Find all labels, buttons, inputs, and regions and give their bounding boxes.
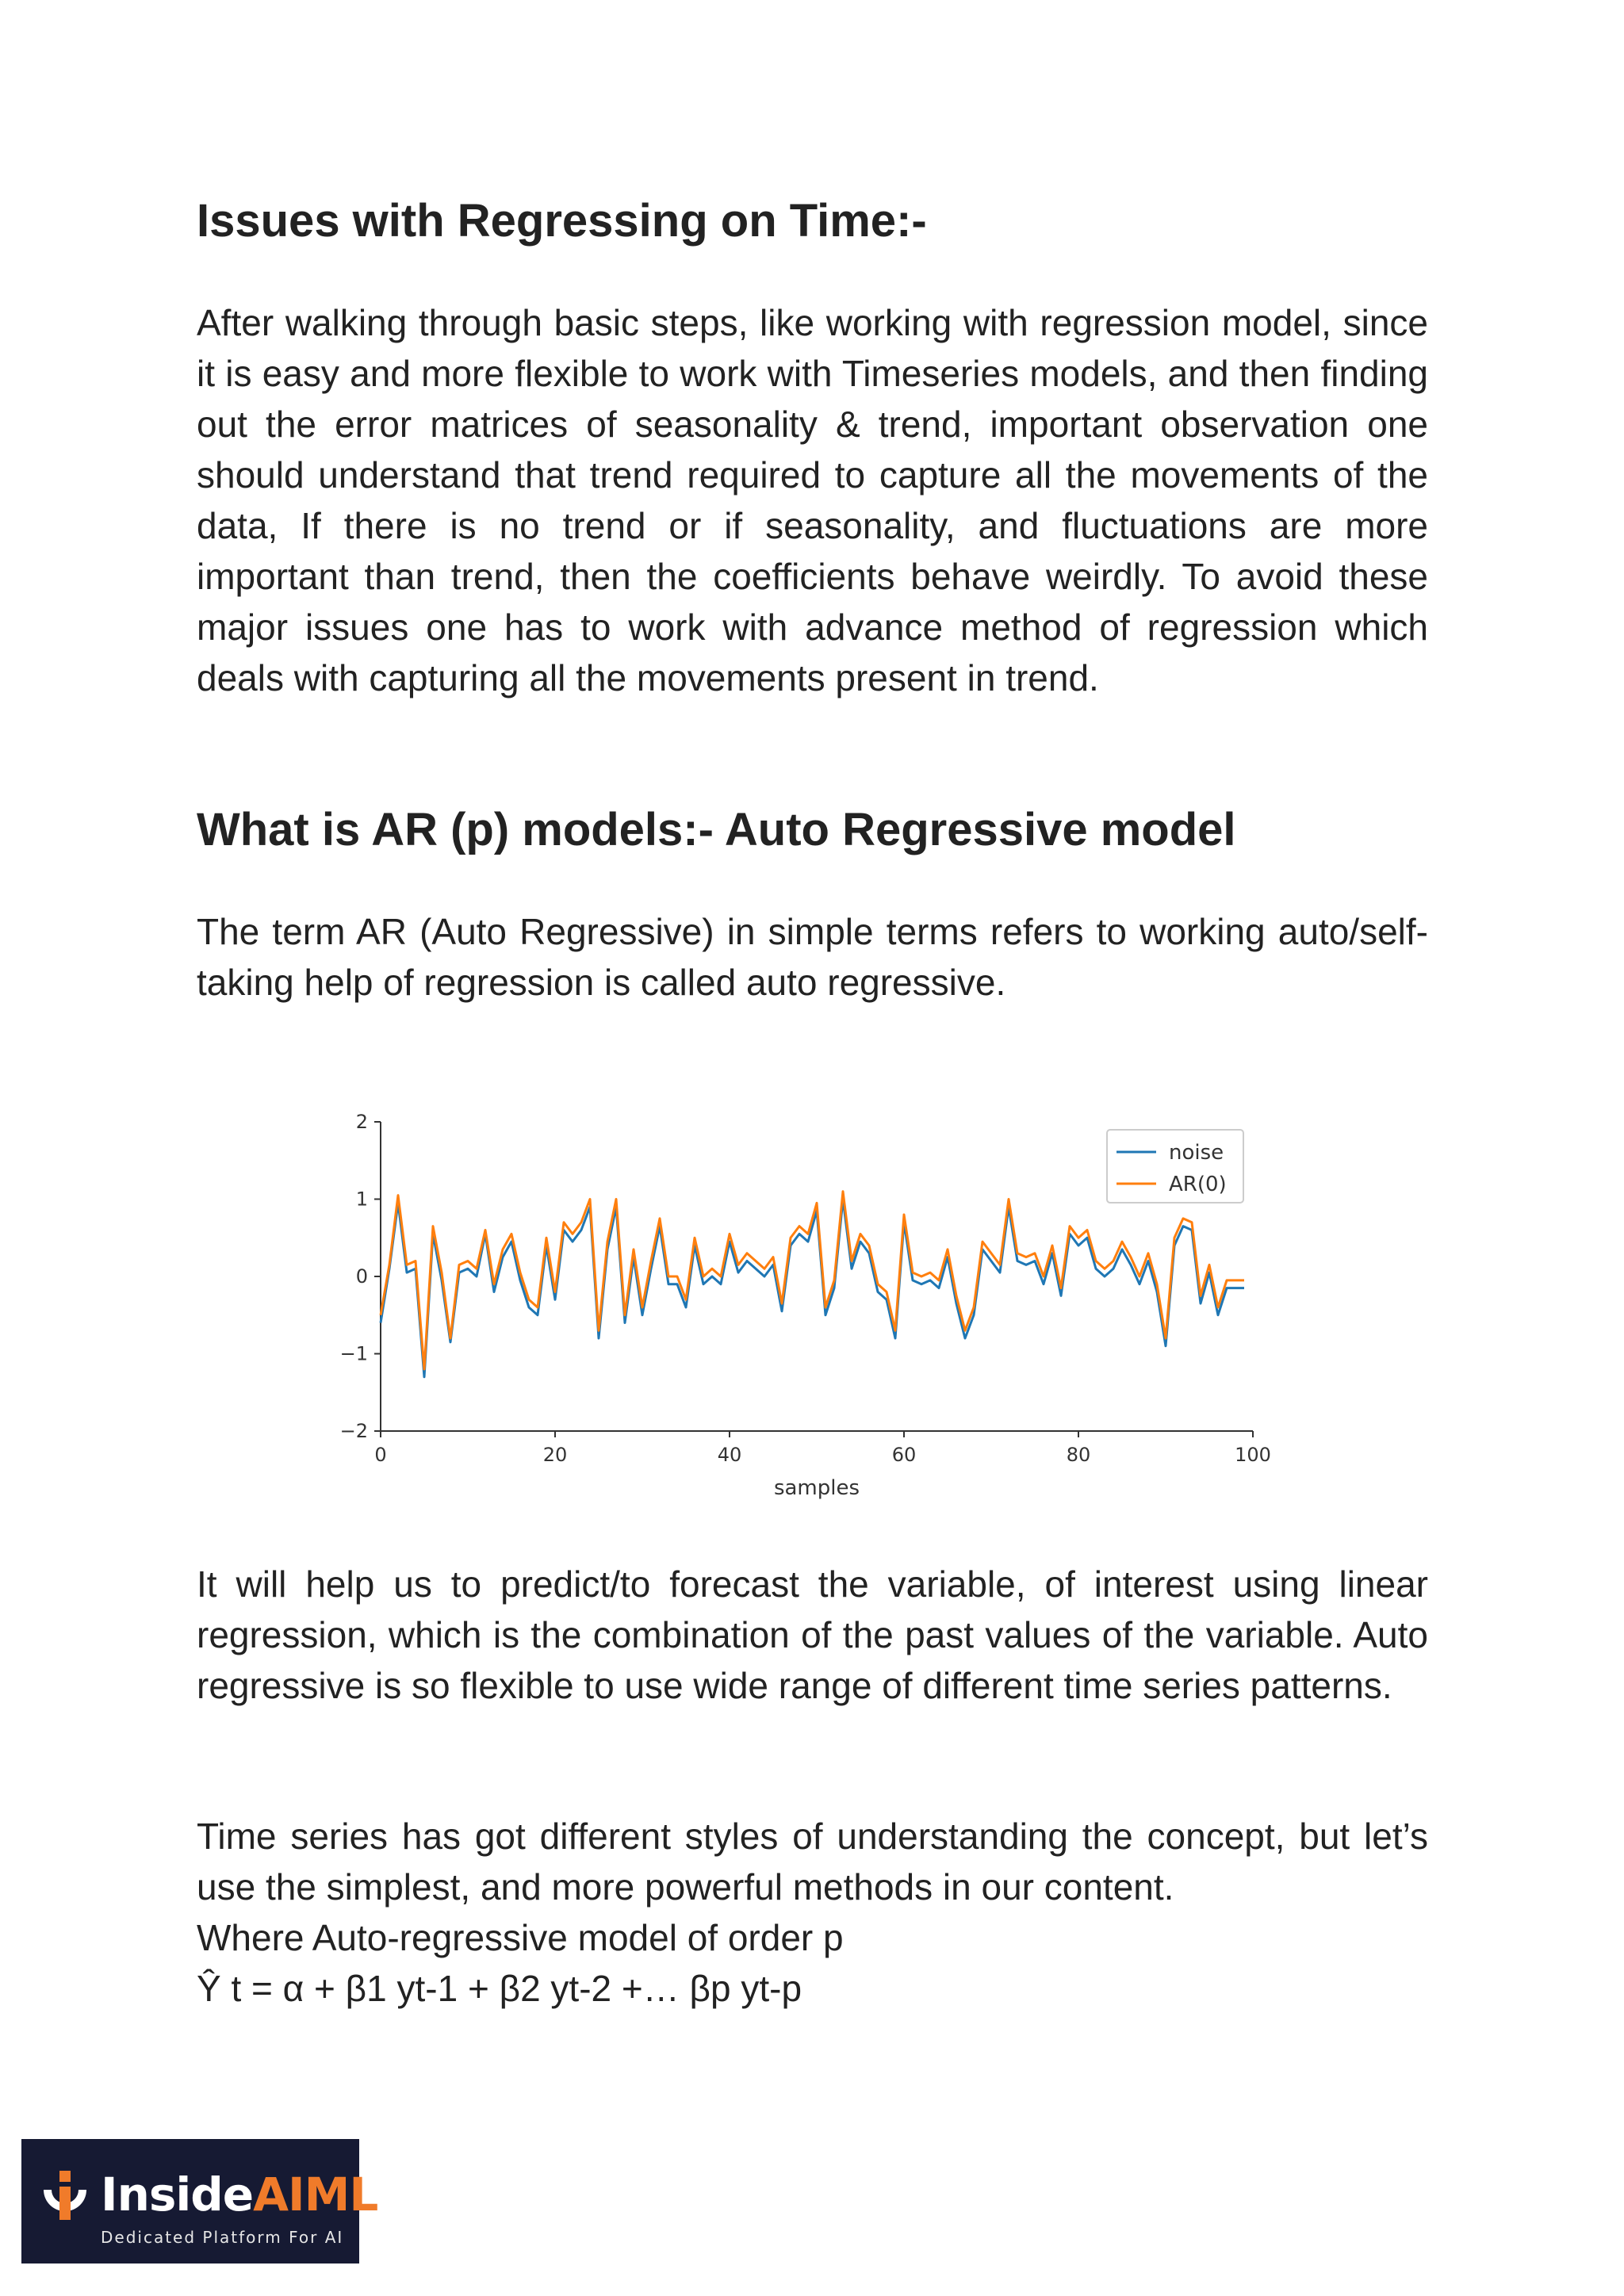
section-heading-ar-models: What is AR (p) models:- Auto Regressive model — [197, 804, 1236, 855]
x-tick-label: 60 — [891, 1444, 917, 1466]
ar-formula: Ŷ t = α + β1 yt-1 + β2 yt-2 +… βp yt-p — [197, 1968, 802, 2009]
x-tick-label: 100 — [1235, 1444, 1271, 1466]
paragraph-ar-order — [197, 1811, 1428, 2014]
section-heading-regressing-on-time: Issues with Regressing on Time:- — [197, 195, 927, 247]
y-tick-label: 2 — [355, 1111, 368, 1133]
insideaiml-logo-tagline: Dedicated Platform For AI — [101, 2228, 344, 2247]
ar-noise-line-chart — [317, 1094, 1300, 1506]
y-tick-label: 0 — [355, 1265, 368, 1288]
ar-order-definition-line: Where Auto-regressive model of order p — [197, 1917, 844, 1958]
insideaiml-logo — [21, 2139, 378, 2263]
logo-name-inside: Inside — [101, 2168, 254, 2221]
paragraph-regressing-issues: After walking through basic steps, like working with regression model, since it is easy and more flexible to work with Timeseries models, and then finding out the error matrices of seasonality & trend, important observation one should understand that trend required to capture all the movements of the data, If there is no trend or if seasonality, and fluctuations are more important than trend, then the coefficients behave weirdly. To avoid these major issues one has to work with advance method of regression which deals with capturing all the movements present in trend. — [197, 302, 1428, 698]
insideaiml-logo-mark-icon — [37, 2171, 93, 2234]
x-tick-label: 80 — [1066, 1444, 1091, 1466]
series-line-ar0 — [381, 1192, 1244, 1369]
y-tick-label: −1 — [339, 1342, 368, 1365]
series-line-noise — [381, 1200, 1244, 1377]
insideaiml-logo-name — [101, 2168, 377, 2221]
x-tick-label: 0 — [374, 1444, 387, 1466]
y-tick-label: 1 — [355, 1188, 368, 1211]
x-tick-label: 20 — [542, 1444, 568, 1466]
paragraph-ar-prediction: It will help us to predict/to forecast the variable, of interest using linear regression, which is the combination of the past values of the variable. Auto regressive is so flexible to use wide range of different time series patterns. — [197, 1563, 1428, 1706]
legend-label: noise — [1169, 1141, 1224, 1165]
legend-label: AR(0) — [1169, 1173, 1227, 1196]
y-tick-label: −2 — [339, 1420, 368, 1442]
paragraph-time-series-styles: Time series has got different styles of understanding the concept, but let’s use the simplest, and more powerful methods in our content. — [197, 1816, 1428, 1908]
logo-name-aiml: AIML — [253, 2168, 378, 2221]
paragraph-ar-definition: The term AR (Auto Regressive) in simple terms refers to working auto/self-taking help of regression is called auto regressive. — [197, 911, 1428, 1003]
x-axis-label: samples — [773, 1476, 860, 1500]
x-tick-label: 40 — [717, 1444, 742, 1466]
